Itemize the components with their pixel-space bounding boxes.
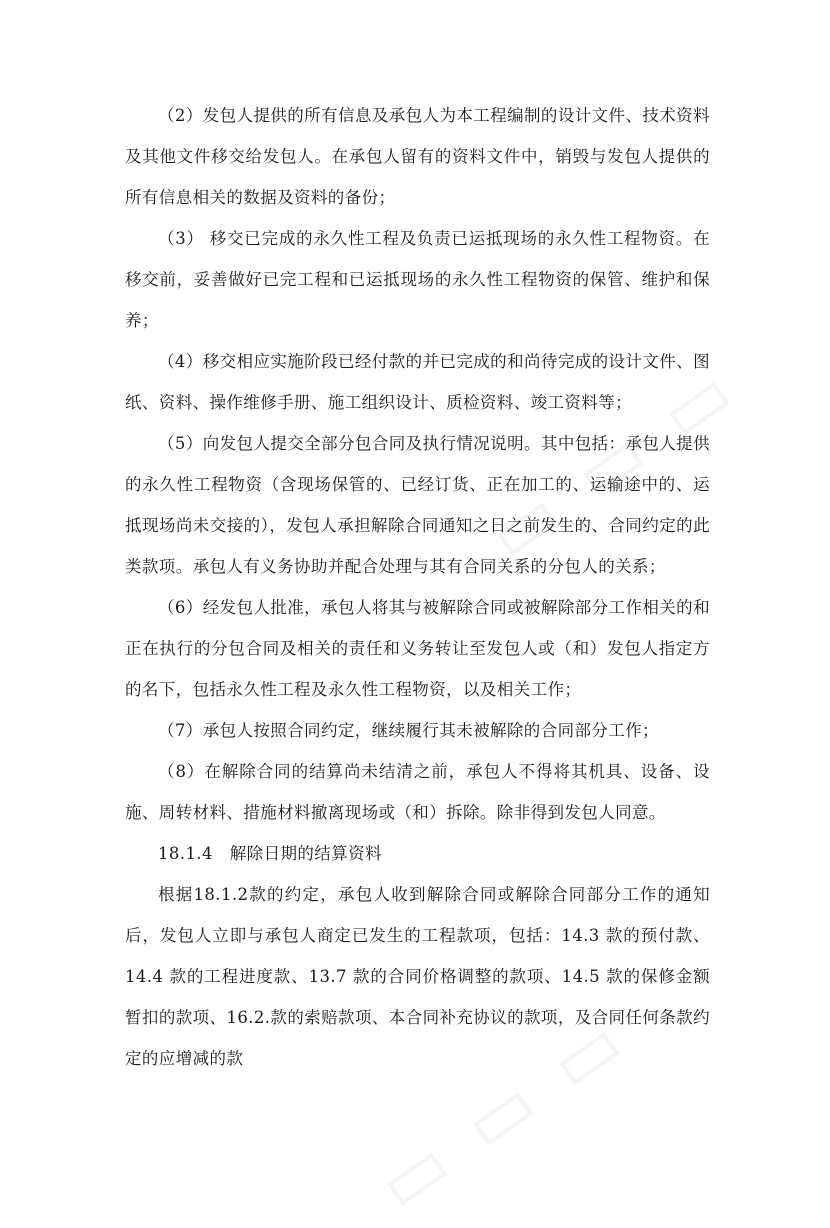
paragraph-item-5: （5）向发包人提交全部分包合同及执行情况说明。其中包括：承包人提供的永久性工程物资（含现场保管的、已经订货、正在加工的、运输途中的、运抵现场尚未交接的），发包人承担解除合同通知之日之前发生的、合同约定的此类款项。承包人有义务协助并配合处理与其有合同关系的分包人的关系； (125, 434, 710, 576)
document-page (125, 95, 710, 1079)
paragraph-settlement: 根据18.1.2款的约定，承包人收到解除合同或解除合同部分工作的通知后，发包人立即与承包人商定已发生的工程款项，包括：14.3 款的预付款、14.4 款的工程进度款、13.7 款的合同价格调整的款项、14.5 款的保修金额暂扣的款项、16.2.款的索赔款项、本合同补充协议的款项，及合同任何条款约定的应增减的款 (125, 885, 710, 1068)
paragraph-item-7: （7）承包人按照合同约定，继续履行其未被解除的合同部分工作； (158, 721, 659, 740)
paragraph-item-3: （3） 移交已完成的永久性工程及负责已运抵现场的永久性工程物资。在移交前，妥善做好已完工程和已运抵现场的永久性工程物资的保管、维护和保养； (125, 229, 710, 330)
section-heading-18-1-4: 18.1.4 解除日期的结算资料 (158, 844, 382, 863)
paragraph-item-8: （8）在解除合同的结算尚未结清之前，承包人不得将其机具、设备、设施、周转材料、措施材料撤离现场或（和）拆除。除非得到发包人同意。 (125, 762, 710, 822)
paragraph-item-2: （2）发包人提供的所有信息及承包人为本工程编制的设计文件、技术资料及其他文件移交给发包人。在承包人留有的资料文件中，销毁与发包人提供的所有信息相关的数据及资料的备份； (125, 106, 710, 207)
paragraph-item-6: （6）经发包人批准，承包人将其与被解除合同或被解除部分工作相关的和正在执行的分包合同及相关的责任和义务转让至发包人或（和）发包人指定方的名下，包括永久性工程及永久性工程物资，以及相关工作； (125, 598, 710, 699)
paragraph-item-4: （4）移交相应实施阶段已经付款的并已完成的和尚待完成的设计文件、图纸、资料、操作维修手册、施工组织设计、质检资料、竣工资料等； (125, 352, 710, 412)
